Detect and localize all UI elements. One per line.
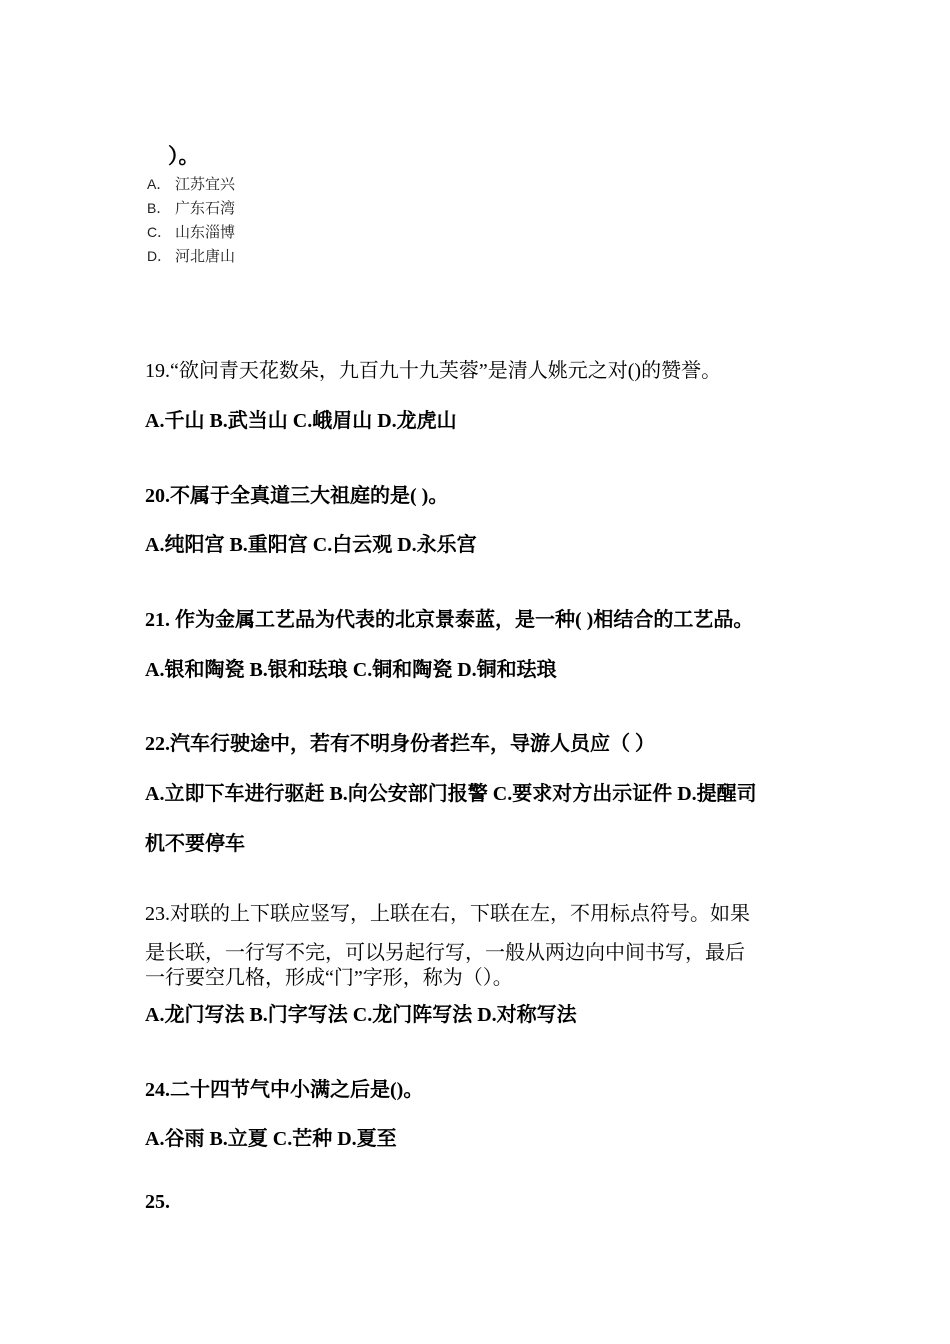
question-23-stem-line2: 是长联，一行写不完，可以另起行写，一般从两边向中间书写，最后 (145, 942, 745, 964)
question-24-options: A.谷雨 B.立夏 C.芒种 D.夏至 (145, 1128, 397, 1150)
question-19-options: A.千山 B.武当山 C.峨眉山 D.龙虎山 (145, 410, 457, 432)
question-25-stem: 25. (145, 1191, 170, 1213)
question-23-options: A.龙门写法 B.门字写法 C.龙门阵写法 D.对称写法 (145, 1004, 577, 1026)
question-22-stem: 22.汽车行驶途中，若有不明身份者拦车，导游人员应（ ） (145, 733, 655, 755)
option-text: 河北唐山 (175, 247, 236, 265)
question-20-stem: 20.不属于全真道三大祖庭的是( )。 (145, 485, 449, 507)
option-letter: C． (147, 224, 172, 240)
option-text: 山东淄博 (175, 223, 236, 241)
question-24-stem: 24.二十四节气中小满之后是()。 (145, 1079, 424, 1101)
option-text: 江苏宜兴 (175, 175, 236, 193)
option-letter: B． (147, 200, 171, 216)
question-22-options-line1: A.立即下车进行驱赶 B.向公安部门报警 C.要求对方出示证件 D.提醒司 (145, 783, 757, 805)
option-letter: A． (147, 176, 171, 192)
image-option-b (147, 201, 235, 217)
question-23-stem-line3: 一行要空几格，形成“门”字形，称为（）。 (145, 967, 513, 989)
question-21-options: A.银和陶瓷 B.银和珐琅 C.铜和陶瓷 D.铜和珐琅 (145, 659, 557, 681)
question-20-options: A.纯阳宫 B.重阳宫 C.白云观 D.永乐宫 (145, 534, 477, 556)
option-text: 广东石湾 (175, 199, 236, 217)
image-option-d (147, 249, 235, 265)
question-21-stem: 21. 作为金属工艺品为代表的北京景泰蓝，是一种( )相结合的工艺品。 (145, 609, 754, 631)
question-22-options-line2: 机不要停车 (145, 833, 245, 855)
option-letter: D． (147, 248, 172, 264)
previous-question-close: ）。 (168, 144, 200, 168)
question-23-stem-line1: 23.对联的上下联应竖写，上联在右，下联在左，不用标点符号。如果 (145, 903, 750, 925)
image-option-a (147, 177, 235, 193)
image-option-c (147, 225, 235, 241)
question-19-stem: 19.“欲问青天花数朵，九百九十九芙蓉”是清人姚元之对()的赞誉。 (145, 360, 722, 382)
